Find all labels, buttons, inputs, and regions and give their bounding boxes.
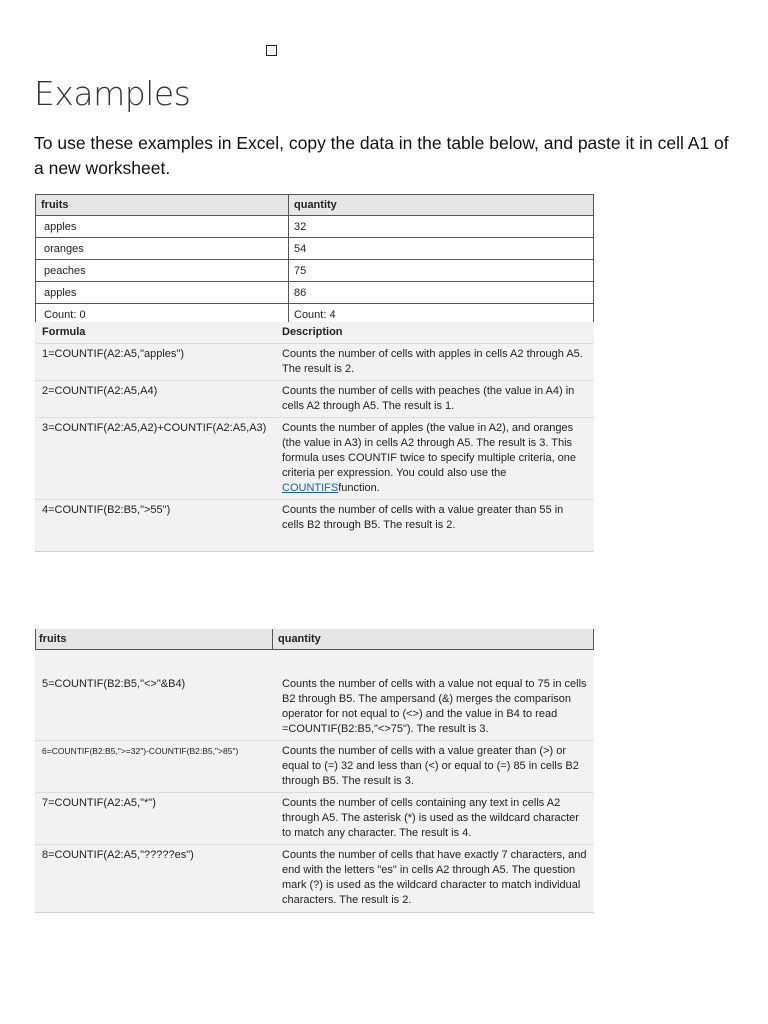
countifs-link[interactable]: COUNTIFS bbox=[282, 482, 339, 494]
column-header-quantity: quantity bbox=[272, 629, 321, 649]
formula-text: 7=COUNTIF(A2:A5,"*") bbox=[42, 797, 156, 809]
intro-paragraph: To use these examples in Excel, copy the data in the table below, and paste it in cell A1 of a new worksheet. bbox=[34, 133, 729, 178]
formula-row bbox=[35, 500, 594, 536]
cell-count-quantity: Count: 4 bbox=[289, 304, 594, 326]
table-2-header-row bbox=[35, 629, 594, 650]
column-header-fruits: fruits bbox=[35, 629, 272, 649]
formula-table-2 bbox=[35, 650, 594, 913]
cell-quantity: 54 bbox=[289, 238, 594, 260]
cell-quantity: 75 bbox=[289, 260, 594, 282]
formula-description: Counts the number of cells with a value not equal to 75 in cells B2 through B5. The ampersand (&) merges the comparison operator for not equal to (<>) and the value in B4 to read =COUNTIF(B2:B5,"<>75"). The result is 3. bbox=[282, 678, 587, 735]
description-text-after-link: function. bbox=[338, 482, 380, 494]
formula-row bbox=[35, 845, 594, 911]
table-header-row bbox=[36, 195, 594, 216]
cell-quantity: 32 bbox=[289, 216, 594, 238]
formula-text: 3=COUNTIF(A2:A5,A2)+COUNTIF(A2:A5,A3) bbox=[42, 422, 267, 434]
cell-fruit: apples bbox=[36, 282, 289, 304]
cell-fruit: oranges bbox=[36, 238, 289, 260]
fruit-table-2-header bbox=[35, 629, 594, 650]
formula-description: Counts the number of cells with a value greater than (>) or equal to (=) 32 and less than (<) or equal to (=) 85 in cells B2 through B5. The result is 3. bbox=[282, 745, 579, 787]
formula-row bbox=[35, 674, 594, 741]
formula-description: Counts the number of cells containing any text in cells A2 through A5. The asterisk (*) is used as the wildcard character to match any character. The result is 4. bbox=[282, 797, 579, 839]
description-text: Counts the number of apples (the value in A2), and oranges (the value in A3) in cells A2 through A5. The result is 3. This formula uses COUNTIF twice to specify multiple criteria, one criteria per expression. You could also use the bbox=[282, 422, 577, 479]
formula-text: 8=COUNTIF(A2:A5,"?????es") bbox=[42, 849, 194, 861]
formula-description: Counts the number of cells that have exactly 7 characters, and end with the letters "es" in cells A2 through A5. The question mark (?) is used as the wildcard character to match individual characters. The result is 2. bbox=[282, 849, 587, 906]
formula-row bbox=[35, 741, 594, 793]
column-header-quantity: quantity bbox=[289, 195, 594, 216]
table-row bbox=[36, 260, 594, 282]
spacer bbox=[35, 650, 594, 674]
formula-description: Counts the number of cells with apples in cells A2 through A5. The result is 2. bbox=[282, 348, 583, 375]
formula-table-1 bbox=[35, 322, 594, 552]
table-row bbox=[36, 282, 594, 304]
formula-text: 1=COUNTIF(A2:A5,"apples") bbox=[42, 348, 184, 360]
formula-description: Counts the number of cells with a value greater than 55 in cells B2 through B5. The result is 2. bbox=[282, 504, 564, 531]
cell-fruit: apples bbox=[36, 216, 289, 238]
formula-column-header: Formula bbox=[42, 326, 86, 338]
description-column-header: Description bbox=[282, 326, 343, 338]
formula-description bbox=[282, 421, 587, 496]
table-row bbox=[36, 238, 594, 260]
formula-row bbox=[35, 381, 594, 418]
formula-text: 4=COUNTIF(B2:B5,">55") bbox=[42, 504, 171, 516]
cell-quantity: 86 bbox=[289, 282, 594, 304]
column-header-fruits: fruits bbox=[36, 195, 289, 216]
fruit-data-table bbox=[35, 194, 594, 325]
formula-row bbox=[35, 344, 594, 381]
formula-row bbox=[35, 793, 594, 845]
cell-fruit: peaches bbox=[36, 260, 289, 282]
table-row bbox=[36, 216, 594, 238]
cell-count-fruits: Count: 0 bbox=[36, 304, 289, 326]
formula-description: Counts the number of cells with peaches (the value in A4) in cells A2 through A5. The result is 1. bbox=[282, 385, 575, 412]
formula-header-row bbox=[35, 322, 594, 344]
formula-text: 5=COUNTIF(B2:B5,"<>"&B4) bbox=[42, 678, 186, 690]
page-title: Examples bbox=[34, 74, 191, 113]
formula-text: 6=COUNTIF(B2:B5,">=32")-COUNTIF(B2:B5,">85") bbox=[42, 746, 239, 756]
formula-row bbox=[35, 418, 594, 500]
formula-text: 2=COUNTIF(A2:A5,A4) bbox=[42, 385, 158, 397]
checkbox[interactable] bbox=[266, 45, 277, 56]
